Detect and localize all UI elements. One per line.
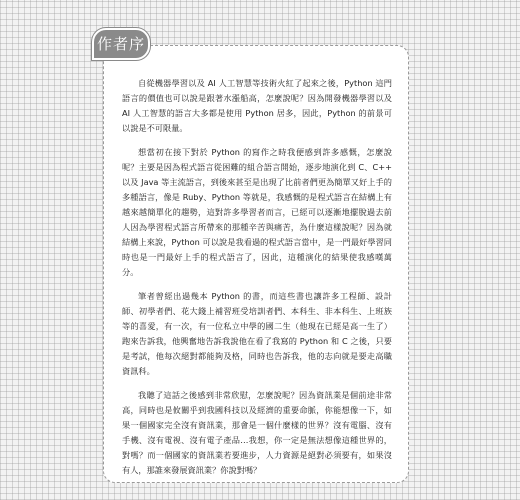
paragraph-4: 我聽了這話之後感到非常欣慰，怎麼說呢？因為資訊業是個前途非常高，同時也是攸關乎到我國科技以及經濟的重要命脈，你能想像一下，如果一個國家完全沒有資訊業，那會是一個什麼樣的世界？沒有電腦、沒有手機、沒有電視、沒有電子產品…我想，你一定是無法想像這種世界的，對嗎？而一個國家的資訊業若要進步，人力資源是絕對必須要有，如果沒有人，那誰來發展資訊業？你說對嗎？ bbox=[122, 390, 392, 475]
preface-heading-tab: 作者序 bbox=[92, 28, 150, 60]
paragraph-1: 自從機器學習以及 AI 人工智慧等技術火紅了起來之後，Python 這門語言的價值也可以說是跟著水漲船高，怎麼說呢？因為開發機器學習以及 AI 人工智慧的語言大多都是使用 Python 居多，因此，Python 的前景可以說是不可限量。 bbox=[122, 78, 392, 133]
paragraph-2: 想當初在接下對於 Python 的寫作之時我便感到許多感慨，怎麼說呢？主要是因為程式語言從困難的組合語言開始，逐步地演化到 C、C++ 以及 Java 等主流語言，到後來甚至是出現了比前者們更為簡單又好上手的多種語言，像是 Ruby、Python 等就是，我感慨的是程式語言在結構上有越來越簡單化的趨勢，這對許多學習者而言，已經可以逐漸地擺脫過去前人因為學習程式語言所帶來的那種辛苦與痛苦，為什麼這樣說呢？因為就結構上來說，Python 可以說是我看過的程式語言當中，是一門最好學習同時也是一門最好上手的程式語言了，因此，這種演化的結果使我感嘆萬分。 bbox=[122, 147, 392, 277]
preface-body bbox=[122, 76, 392, 487]
paragraph-3: 筆者曾經出過幾本 Python 的書，而這些書也讓許多工程師、設計師、初學者們、花大錢上補習班受培訓者們、本科生、非本科生、上班族等的喜愛，有一次，有一位私立中學的國二生（他現在已經是高一生了）跑來告訴我，他興奮地告訴我說他在看了我寫的 Python 和 C 之後，只要是考試，他每次絕對都能夠及格，同時也告訴我，他的志向就是要走高職資訊科。 bbox=[122, 291, 392, 376]
